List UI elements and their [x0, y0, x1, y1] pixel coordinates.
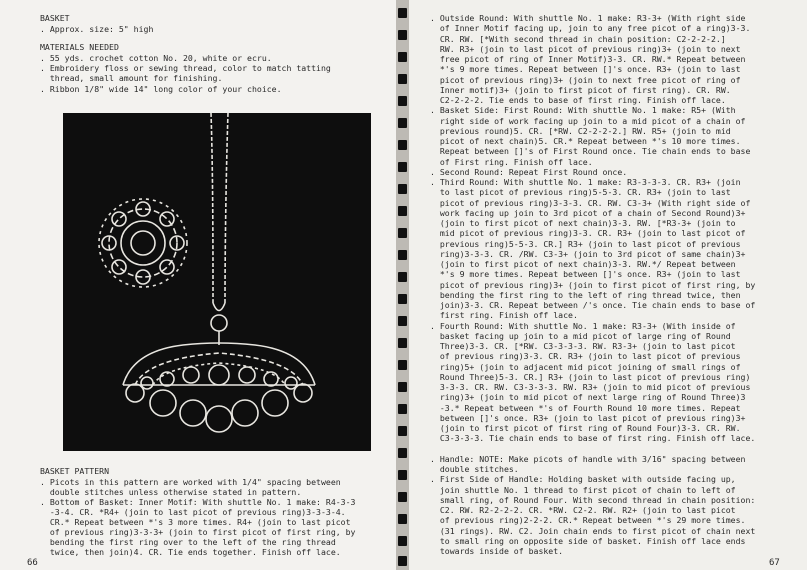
pattern-title: BASKET [40, 13, 70, 23]
instruction-line: ring)3+ (join to mid picot of next large ring of Round Three)3 [430, 392, 746, 403]
instruction-line: C2-2-2-2. Tie ends to base of first ring. Finish off lace. [430, 95, 726, 105]
instruction-line: previous round)5. CR. [*RW. C2-2-2-2.] RW. R5+ (join to mid [430, 125, 731, 136]
pattern-line: . Bottom of Basket: Inner Motif: With shuttle No. 1 make: R4-3-3 [40, 497, 356, 507]
instruction-line: picot of previous ring)3-3-3. CR. RW. C3-3+ (With right side of [430, 197, 751, 208]
instruction-line: 3-3-3. CR. RW. C3-3-3-3. RW. R3+ (join to mid picot of previous [430, 382, 751, 392]
instruction-line: basket facing up join to a mid picot of large ring of Round [430, 330, 731, 341]
instruction-line: . Second Round: Repeat First Round once. [430, 166, 628, 177]
instruction-line: Round Three)5-3. CR.] R3+ (join to last picot of previous ring) [430, 371, 751, 382]
instruction-line: . Outside Round: With shuttle No. 1 make: R3-3+ (With right side [430, 13, 746, 23]
instruction-line: towards inside of basket. [430, 546, 564, 556]
pattern-line: double stitches unless otherwise stated in pattern. [40, 487, 302, 497]
instruction-line: (join to first picot of next chain)3-3. RW.*/ Repeat between [430, 259, 736, 269]
instruction-line: to small ring on opposite side of basket. Finish off lace ends [430, 535, 746, 546]
material-item: . Embroidery floss or sewing thread, color to match tatting thread, small amount for finishing. [40, 63, 331, 84]
instruction-line: (join to first picot of first ring of Round Four)3-3. CR. RW. [430, 423, 741, 433]
instruction-line: small ring, of Round Four. With second thread in chain position: [430, 494, 756, 505]
material-item: . Ribbon 1/8" wide 14" long color of your choice. [40, 84, 282, 94]
instruction-line: (join to first picot of next chain)3-3. RW. [*R3-3+ (join to [430, 218, 736, 228]
pattern-line: twice, then join)4. CR. Tie ends together. Finish off lace. [40, 547, 341, 557]
instruction-line: CR. RW. [*With second thread in chain position: C2-2-2-2.] [430, 33, 726, 44]
instruction-line: first ring. Finish off lace. [430, 310, 578, 321]
basket-photo [63, 113, 371, 451]
material-item: . 55 yds. crochet cotton No. 20, white or ecru. [40, 53, 272, 63]
instruction-line: picot of previous ring)3+ (join to first picot of first ring, by [430, 279, 756, 290]
pattern-heading: BASKET PATTERN [40, 466, 110, 476]
instruction-line: picot of next chain)5. CR.* Repeat between *'s 10 more times. [430, 136, 741, 146]
materials-heading: MATERIALS NEEDED [40, 42, 119, 52]
pattern-line: -3-4. CR. *R4+ (join to last picot of previous ring)3-3-3-4. [40, 507, 346, 517]
instruction-line: ring)3-3-3. CR. /RW. C3-3+ (join to 3rd picot of same chain)3+ [430, 248, 746, 259]
approx-size: . Approx. size: 5" high [40, 24, 154, 34]
instruction-line: . First Side of Handle: Holding basket with outside facing up, [430, 474, 736, 485]
instruction-line: Inner motif)3+ (join to first picot of first ring). CR. RW. [430, 84, 731, 95]
instruction-line: of Inner Motif facing up, join to any free picot of a ring)3-3. [430, 23, 751, 34]
instruction-line: *'s 9 more times. Repeat between []'s once. R3+ (join to last [430, 269, 741, 280]
instruction-line: C3-3-3-3. Tie chain ends to base of first ring. Finish off lace. [430, 433, 756, 444]
right-page [409, 0, 807, 570]
instruction-line: . Fourth Round: With shuttle No. 1 make: R3-3+ (With inside of [430, 320, 736, 331]
instruction-line: Three)3-3. CR. [*RW. C3-3-3-3. RW. R3-3+ (join to last picot [430, 341, 736, 351]
tatted-basket-illustration [63, 113, 371, 451]
instruction-line: free picot of ring of Inner Motif)3-3. CR. RW.* Repeat between [430, 54, 746, 64]
instruction-line: join shuttle No. 1 thread to first picot of chain to left of [430, 484, 736, 495]
instruction-line: right side of work facing up join to a mid picot of a chain of [430, 115, 746, 126]
instruction-line: bending the first ring to the left of ring thread twice, then [430, 289, 741, 300]
instruction-line: to last picot of previous ring)5-5-3. CR. R3+ (join to last [430, 187, 731, 198]
instruction-line: . Basket Side: First Round: With shuttle No. 1 make: R5+ (With [430, 105, 736, 116]
instruction-line: between []'s once. R3+ (join to last picot of previous ring)3+ [430, 412, 746, 423]
pattern-line: of previous ring)3-3-3+ (join to first picot of first ring, by [40, 527, 356, 537]
instruction-line: picot of previous ring)3+ (join to next free picot of ring of [430, 74, 741, 85]
instruction-line: previous ring)5-5-3. CR.] R3+ (join to last picot of previous [430, 238, 741, 249]
spiral-binding [396, 0, 409, 570]
instruction-line: of previous ring)3-3. CR. R3+ (join to last picot of previous [430, 351, 741, 362]
pattern-line: . Picots in this pattern are worked with 1/4" spacing between [40, 477, 341, 487]
instruction-line: mid picot of previous ring)3-3. CR. R3+ (join to last picot of [430, 228, 746, 239]
instruction-line: -3.* Repeat between *'s of Fourth Round 10 more times. Repeat [430, 402, 741, 413]
instruction-line: ring)5+ (join to adjacent mid picot joining of small rings of [430, 361, 741, 372]
instruction-line: RW. R3+ (join to last picot of previous ring)3+ (join to next [430, 43, 741, 54]
instruction-line: (31 rings). RW. C2. Join chain ends to first picot of chain next [430, 525, 756, 536]
pattern-line: bending the first ring over to the left of the ring thread [40, 537, 336, 547]
instruction-line: Repeat between []'s of First Round once. Tie chain ends to base [430, 146, 751, 157]
instruction-line: C2. RW. R2-2-2-2. CR. *RW. C2-2. RW. R2+ (join to last picot [430, 505, 736, 515]
instruction-line: . Handle: NOTE: Make picots of handle with 3/16" spacing between [430, 453, 746, 464]
instruction-line: *'s 9 more times. Repeat between []'s once. R3+ (join to last [430, 64, 741, 75]
page-number-left: 66 [27, 558, 38, 568]
pattern-line: CR.* Repeat between *'s 3 more times. R4+ (join to last picot [40, 517, 351, 527]
instruction-line: join)3-3. CR. Repeat between /'s once. Tie chain ends to base of [430, 300, 756, 310]
instruction-line: double stitches. [430, 464, 519, 474]
left-page [0, 0, 396, 570]
page-number-right: 67 [769, 558, 780, 568]
instruction-line: of previous ring)2-2-2. CR.* Repeat between *'s 29 more times. [430, 515, 746, 526]
instruction-line: . Third Round: With shuttle No. 1 make: R3-3-3-3. CR. R3+ (join [430, 177, 741, 187]
instruction-line: work facing up join to 3rd picot of a chain of Second Round)3+ [430, 207, 746, 218]
instruction-line: of First ring. Finish off lace. [430, 156, 593, 167]
